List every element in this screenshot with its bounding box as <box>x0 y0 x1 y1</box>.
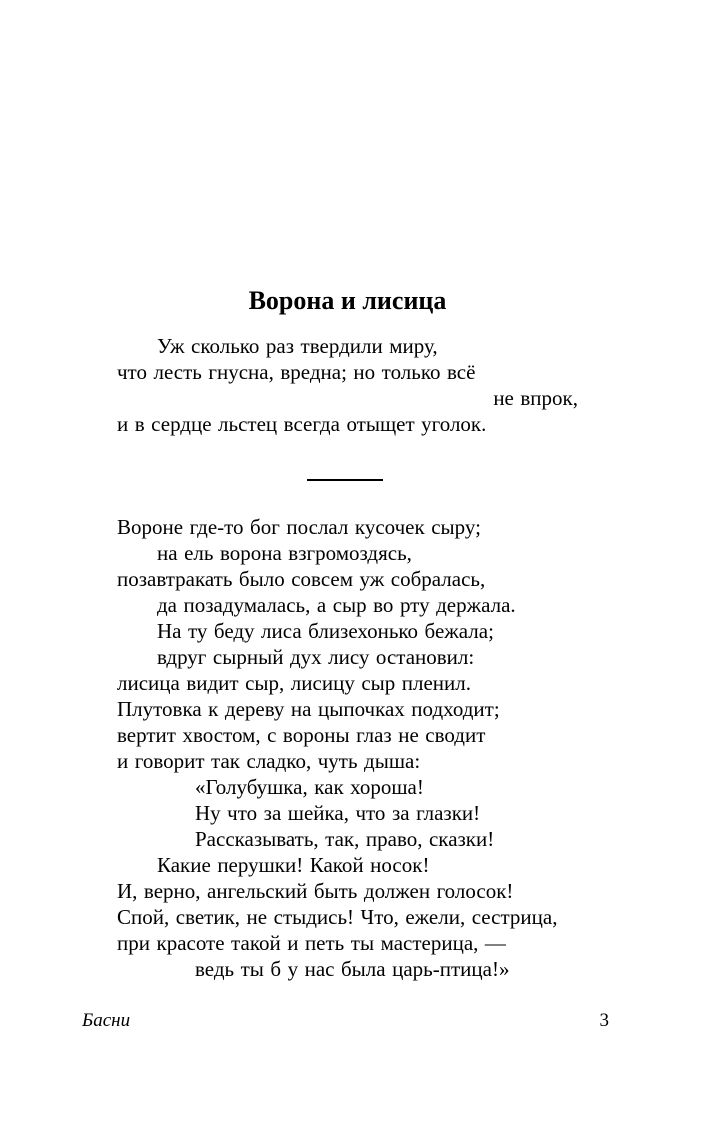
poem-line: Спой, светик, не стыдись! Что, ежели, сестрица, <box>117 905 558 929</box>
fable-title: Ворона и лисица <box>248 286 447 315</box>
poem-line: Какие перушки! Какой носок! <box>157 853 430 877</box>
poem-line: ведь ты б у нас была царь-птица!» <box>195 957 510 981</box>
poem-line: И, верно, ангельский быть должен голосок! <box>117 879 514 903</box>
poem-line: Ну что за шейка, что за глазки! <box>195 801 481 825</box>
poem-line: при красоте такой и петь ты мастерица, — <box>117 931 506 955</box>
poem-line: не впрок, <box>493 386 578 410</box>
epigraph-stanza <box>117 333 578 437</box>
poem-line: да позадумалась, а сыр во рту держала. <box>157 593 516 617</box>
poem-line: и в сердце льстец всегда отыщет уголок. <box>117 412 487 436</box>
poem-line: позавтракать было совсем уж собралась, <box>117 567 486 591</box>
poem-line: вертит хвостом, с вороны глаз не сводит <box>117 723 486 747</box>
running-head: Басни <box>82 1010 131 1031</box>
fable-body-stanza <box>117 514 578 982</box>
page-footer <box>82 1009 609 1033</box>
poem-line: Плутовка к дереву на цыпочках подходит; <box>117 697 500 721</box>
poem-line: лисица видит сыр, лисицу сыр пленил. <box>117 671 472 695</box>
poem-line: что лесть гнусна, вредна; но только всё <box>117 360 476 384</box>
poem-line: на ель ворона взгромоздясь, <box>157 541 412 565</box>
poem-line: «Голубушка, как хороша! <box>195 775 424 799</box>
section-divider <box>307 479 383 481</box>
poem-line: и говорит так сладко, чуть дыша: <box>117 749 421 773</box>
poem-line: вдруг сырный дух лису остановил: <box>157 645 475 669</box>
poem-line: На ту беду лиса близехонько бежала; <box>157 619 494 643</box>
poem-line: Рассказывать, так, право, сказки! <box>195 827 495 851</box>
page-number: 3 <box>599 1010 609 1031</box>
poem-line: Вороне где-то бог послал кусочек сыру; <box>117 515 481 539</box>
poem-line: Уж сколько раз твердили миру, <box>157 334 438 358</box>
